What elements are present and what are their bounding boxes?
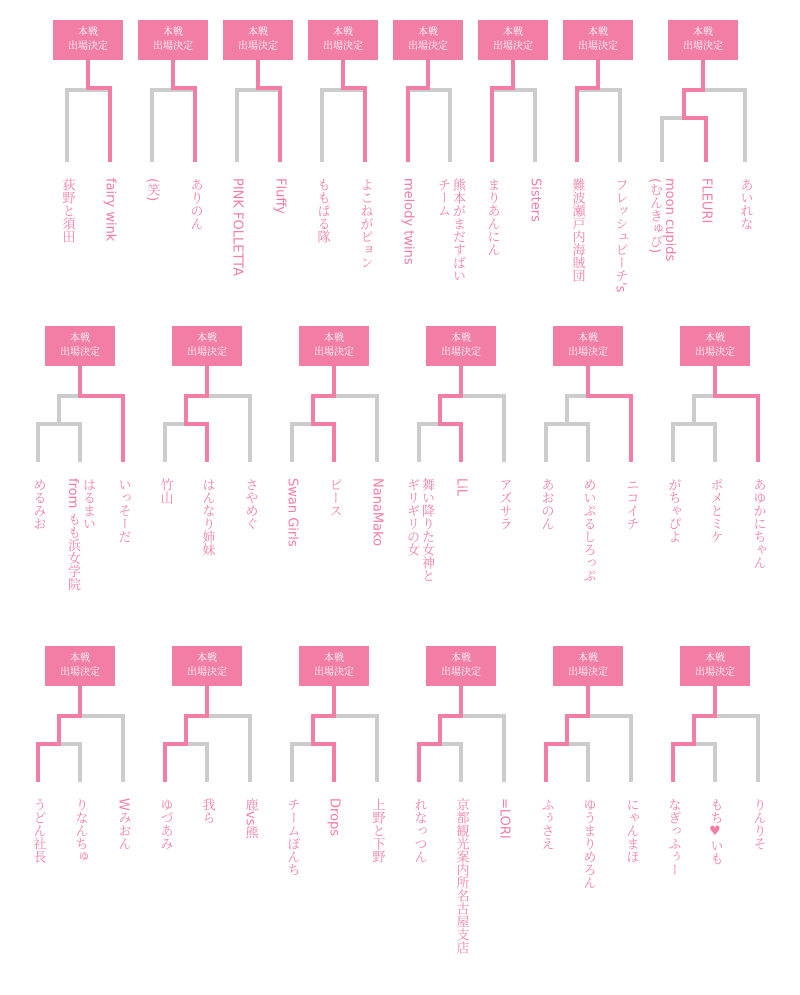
winner-box-label-1: 本戦 [324, 653, 344, 664]
winner-box-label-2: 出場決定 [238, 41, 278, 52]
bracket-line [671, 422, 675, 462]
bracket-line [459, 742, 463, 782]
team-name: あゆかにちゃん [750, 478, 766, 569]
winner-box-label-1: 本戦 [578, 653, 598, 664]
winner-box-label-2: 出場決定 [578, 41, 618, 52]
winner-box-label-1: 本戦 [70, 333, 90, 344]
team-name: よこねがピョン [357, 178, 373, 269]
team-name: NanaMako [369, 478, 385, 547]
winner-box [53, 20, 123, 60]
team-name: melody twins [400, 178, 416, 265]
team-name: 舞い降りた女神と ギリギリの女 [404, 478, 434, 582]
team-name: ゆうまりめろん [580, 798, 596, 889]
team-name: 難波瀬戸内海賊団 [569, 178, 585, 282]
winner-box-label-2: 出場決定 [187, 347, 227, 358]
bracket-line [713, 394, 760, 398]
bracket-line [502, 714, 506, 782]
team-name: 熊本がまだすばい チーム [435, 178, 465, 282]
team-name: fairy wink [102, 178, 118, 242]
winner-box-label-1: 本戦 [324, 333, 344, 344]
bracket-line [544, 422, 590, 426]
bracket-line [490, 86, 494, 162]
bracket-line [417, 742, 421, 782]
winner-box-label-2: 出場決定 [695, 667, 735, 678]
bracket-line [586, 422, 590, 462]
team-name: りなんちゅ [72, 798, 88, 863]
team-name: PINK FOLLETTA [229, 178, 245, 277]
team-name: ニコイチ [623, 478, 639, 530]
bracket-line [618, 88, 622, 162]
winner-box-label-1: 本戦 [588, 27, 608, 38]
bracket-line [713, 742, 717, 782]
bracket-line [248, 394, 252, 462]
bracket-line [448, 88, 452, 162]
winner-box-label-2: 出場決定 [314, 667, 354, 678]
bracket-line [459, 364, 463, 398]
winner-box [478, 20, 548, 60]
bracket-line [290, 422, 294, 462]
team-name: ゆづあみ [157, 798, 173, 850]
team-name: りんりそ [750, 798, 766, 850]
team-name: 荻野と須田 [59, 178, 75, 243]
team-name: ポメとミケ [707, 478, 723, 543]
winner-box [680, 326, 750, 366]
team-name: あおのん [538, 478, 554, 530]
team-name: アズサラ [496, 478, 512, 530]
winner-box [172, 646, 242, 686]
bracket-line [704, 116, 708, 162]
team-name: いっそーだ [115, 478, 131, 543]
winner-box-label-2: 出場決定 [153, 41, 193, 52]
bracket-line [332, 364, 336, 398]
winner-box [308, 20, 378, 60]
winner-box-label-2: 出場決定 [493, 41, 533, 52]
bracket-line [78, 364, 82, 398]
team-name: LiL [453, 478, 469, 497]
bracket-line [671, 422, 717, 426]
winner-box [680, 646, 750, 686]
winner-box-label-2: 出場決定 [568, 667, 608, 678]
bracket-line [78, 742, 82, 782]
bracket-line [193, 86, 197, 162]
team-name: ふぅさえ [538, 798, 554, 850]
team-name: 我ら [199, 798, 215, 824]
bracket-line [332, 684, 336, 718]
team-name: めるみお [30, 478, 46, 530]
bracket-line [629, 394, 633, 462]
winner-box-label-1: 本戦 [578, 333, 598, 344]
bracket-line [701, 58, 705, 92]
winner-box-label-1: 本戦 [451, 653, 471, 664]
bracket-line [713, 684, 717, 718]
winner-box [668, 20, 738, 60]
bracket-line [78, 422, 82, 462]
winner-box [138, 20, 208, 60]
bracket-line [290, 742, 294, 782]
bracket-line [586, 394, 633, 398]
bracket-line [36, 742, 40, 782]
bracket-line [586, 364, 590, 398]
winner-box-label-2: 出場決定 [683, 41, 723, 52]
team-name: がちゃぴよ [665, 478, 681, 543]
winner-box-label-1: 本戦 [333, 27, 353, 38]
bracket-line [575, 86, 579, 162]
bracket-line [163, 742, 167, 782]
team-name: Swan Girls [284, 478, 300, 547]
winner-box-label-2: 出場決定 [441, 347, 481, 358]
bracket-line [205, 742, 209, 782]
team-name: Drops [326, 798, 342, 837]
team-name: 京都観光案内所名古屋支店 [453, 798, 469, 954]
winner-box-label-1: 本戦 [70, 653, 90, 664]
bracket-line [332, 742, 336, 782]
winner-box-label-1: 本戦 [197, 653, 217, 664]
bracket-line [36, 422, 82, 426]
winner-box-label-2: 出場決定 [60, 347, 100, 358]
bracket-line [332, 422, 336, 462]
team-name: Sisters [527, 178, 543, 222]
winner-box-label-2: 出場決定 [314, 347, 354, 358]
winner-box [426, 326, 496, 366]
bracket-line [163, 422, 167, 462]
winner-box-label-1: 本戦 [705, 333, 725, 344]
winner-box-label-2: 出場決定 [187, 667, 227, 678]
bracket-line [248, 714, 252, 782]
winner-box-label-1: 本戦 [705, 653, 725, 664]
winner-box-label-1: 本戦 [197, 333, 217, 344]
team-name: =LORI [496, 798, 512, 839]
winner-box-label-1: 本戦 [503, 27, 523, 38]
bracket-line [375, 714, 379, 782]
winner-box-label-1: 本戦 [78, 27, 98, 38]
bracket-line [533, 88, 537, 162]
team-name: うどん社長 [30, 798, 46, 863]
team-name: ももぱる隊 [314, 178, 330, 243]
winner-box [172, 326, 242, 366]
bracket-line [205, 684, 209, 718]
bracket-line [375, 394, 379, 462]
team-name: moon cupids (むんきゅぴ) [647, 178, 677, 262]
team-name: Wみおん [115, 798, 131, 850]
bracket-line [78, 684, 82, 718]
bracket-line [586, 742, 590, 782]
winner-box-label-1: 本戦 [451, 333, 471, 344]
bracket-line [108, 86, 112, 162]
bracket-line [756, 714, 760, 782]
bracket-line [235, 88, 239, 162]
winner-box [553, 326, 623, 366]
bracket-line [36, 422, 40, 462]
bracket-line [121, 394, 125, 462]
bracket-line [121, 714, 125, 782]
team-name: なぎっふぅー [665, 798, 681, 876]
team-name: ピース [326, 478, 342, 517]
team-name: まりあんにん [484, 178, 500, 256]
bracket-line [743, 88, 747, 162]
bracket-line [586, 684, 590, 718]
team-name: フレッシュピーチ's [612, 178, 628, 293]
bracket-line [417, 422, 421, 462]
winner-box [393, 20, 463, 60]
team-name: 竹山 [157, 478, 173, 504]
winner-box-label-1: 本戦 [248, 27, 268, 38]
winner-box-label-2: 出場決定 [441, 667, 481, 678]
bracket-line [205, 422, 209, 462]
bracket-line [78, 394, 125, 398]
winner-box [299, 646, 369, 686]
bracket-line [713, 422, 717, 462]
winner-box [45, 646, 115, 686]
bracket-line [756, 394, 760, 462]
winner-box-label-1: 本戦 [418, 27, 438, 38]
team-name: 上野と下野 [369, 798, 385, 863]
winner-box-label-1: 本戦 [163, 27, 183, 38]
winner-box-label-2: 出場決定 [695, 347, 735, 358]
team-name: FLEURI [698, 178, 714, 224]
bracket-line [65, 88, 69, 162]
winner-box [426, 646, 496, 686]
team-name: めいぷるしろっぷ [580, 478, 596, 582]
bracket-line [660, 116, 664, 162]
bracket-line [459, 422, 463, 462]
bracket-line [544, 742, 548, 782]
team-name: 鹿vs熊 [242, 798, 258, 839]
team-name: あいれな [737, 178, 753, 230]
winner-box [299, 326, 369, 366]
team-name: Fluffy [272, 178, 288, 214]
bracket-line [406, 86, 410, 162]
team-name: もち♥いも [707, 798, 723, 865]
team-name: れなっつん [411, 798, 427, 863]
winner-box [223, 20, 293, 60]
team-name: はんなり姉妹 [199, 478, 215, 556]
bracket-line [629, 714, 633, 782]
team-name: にゃんまほ [623, 798, 639, 863]
team-name: ありのん [187, 178, 203, 230]
winner-box-label-2: 出場決定 [568, 347, 608, 358]
bracket-line [363, 86, 367, 162]
winner-box [45, 326, 115, 366]
team-name: さやめぐ [242, 478, 258, 530]
bracket-line [205, 364, 209, 398]
team-name: はるまい from もも浜女学院 [65, 478, 95, 591]
bracket-line [502, 394, 506, 462]
winner-box-label-1: 本戦 [693, 27, 713, 38]
winner-box [553, 646, 623, 686]
bracket-line [320, 88, 324, 162]
bracket-line [713, 364, 717, 398]
team-name: チームぽんち [284, 798, 300, 876]
bracket-line [671, 742, 675, 782]
bracket-line [459, 684, 463, 718]
winner-box-label-2: 出場決定 [68, 41, 108, 52]
winner-box-label-2: 出場決定 [60, 667, 100, 678]
bracket-line [544, 422, 548, 462]
bracket-line [278, 86, 282, 162]
team-name: (笑) [144, 178, 160, 202]
bracket-line [150, 88, 154, 162]
winner-box-label-2: 出場決定 [408, 41, 448, 52]
winner-box [563, 20, 633, 60]
winner-box-label-2: 出場決定 [323, 41, 363, 52]
